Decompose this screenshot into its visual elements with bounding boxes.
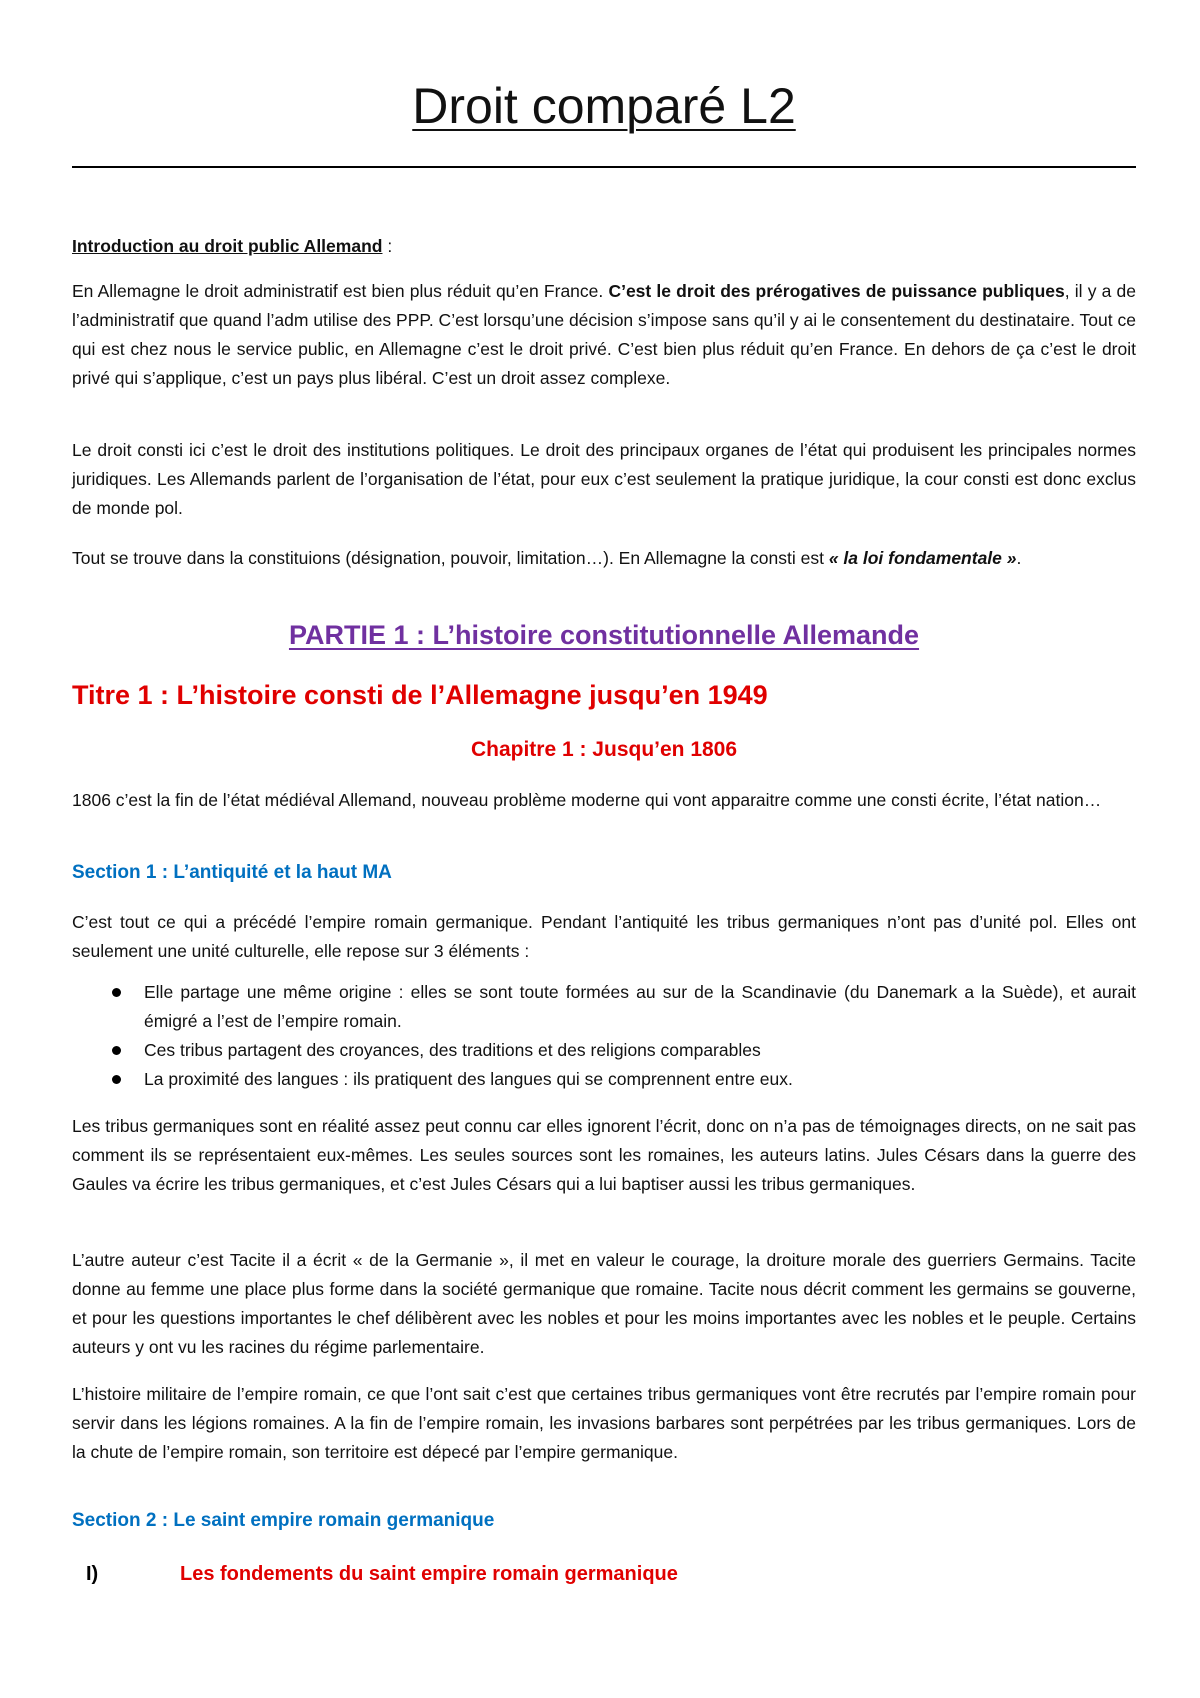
section-1-paragraph-4: L’histoire militaire de l’empire romain, ce que l’ont sait c’est que certaines tribus germaniques vont être recrutés par l’empire romain pour servir dans les légions romaines. A la fin de l’empire romain, les invasions barbares sont perpétrées par les tribus germaniques. Lors de la chute de l’empire romain, son territoire est dépecé par l’empire germanique. [72,1384,1136,1462]
subsection-number: I) [86,1563,99,1585]
chapitre-heading: Chapitre 1 : Jusqu’en 1806 [470,738,738,761]
section-2-heading: Section 2 : Le saint empire romain germanique [72,1510,495,1531]
intro-heading-suffix: : [382,236,393,256]
intro-p1-bold: C’est le droit des prérogatives de puissance publiques [608,281,1065,301]
subsection-title: Les fondements du saint empire romain germanique [180,1563,678,1585]
bullet-dot-icon [112,1075,121,1084]
section-1-heading: Section 1 : L’antiquité et la haut MA [72,862,392,883]
section-1-bullet-list [72,978,1136,1094]
bullet-text: Ces tribus partagent des croyances, des traditions et des religions comparables [144,1040,761,1060]
list-item [72,978,1136,1036]
intro-p3-text-a: Tout se trouve dans la constituions (désignation, pouvoir, limitation…). En Allemagne la consti est [72,548,829,568]
intro-paragraph-1 [72,277,1136,393]
intro-paragraph-2: Le droit consti ici c’est le droit des institutions politiques. Le droit des principaux organes de l’état qui produisent les principales normes juridiques. Les Allemands parlent de l’organisation de l’état, pour eux c’est seulement la pratique juridique, la cour consti est donc exclus de monde pol. [72,440,1136,518]
list-item [72,1036,1136,1065]
intro-p1-text-c: , il y a de l’administratif que quand l’adm utilise des PPP. C’est lorsqu’une décision s’impose sans qu’il y ai le consentement du destinataire. Tout ce qui est chez nous le service public, en Allemagne c’est le droit privé. C’est bien plus réduit qu’en France. En dehors de ça c’est le droit privé qui s’applique, c’est un pays plus libéral. C’est un droit assez complexe. [72,281,1136,388]
intro-paragraph-3 [72,544,1136,573]
section-1-paragraph-2: Les tribus germaniques sont en réalité assez peut connu car elles ignorent l’écrit, donc on n’a pas de témoignages directs, on ne sait pas comment ils se représentaient eux-mêmes. Les seules sources sont les romaines, les auteurs latins. Jules Césars dans la guerre des Gaules va écrire les tribus germaniques, et c’est Jules Césars qui a lui baptiser aussi les tribus germaniques. [72,1116,1136,1194]
partie-heading: PARTIE 1 : L’histoire constitutionnelle Allemande [288,620,920,650]
bullet-dot-icon [112,988,121,997]
bullet-text: La proximité des langues : ils pratiquent des langues qui se comprennent entre eux. [144,1069,793,1089]
chapitre-paragraph: 1806 c’est la fin de l’état médiéval Allemand, nouveau problème moderne qui vont apparaitre comme une consti écrite, l’état nation… [72,790,1102,810]
document-title: Droit comparé L2 [412,78,796,134]
intro-heading: Introduction au droit public Allemand [72,236,383,256]
bullet-dot-icon [112,1046,121,1055]
title-underline-rule [72,166,1136,168]
intro-heading-line [72,232,1136,261]
section-1-paragraph-3: L’autre auteur c’est Tacite il a écrit « de la Germanie », il met en valeur le courage, la droiture morale des guerriers Germains. Tacite donne au femme une place plus forme dans la société germanique que romaine. Tacite nous décrit comment les germains se gouverne, et pour les questions importantes le chef délibèrent avec les nobles et pour les moins importantes avec les nobles et le peuple. Certains auteurs y ont vu les racines du régime parlementaire. [72,1250,1136,1357]
bullet-text: Elle partage une même origine : elles se sont toute formées au sur de la Scandinavie (du Danemark a la Suède), et aurait émigré a l’est de l’empire romain. [144,982,1136,1031]
titre-heading: Titre 1 : L’histoire consti de l’Allemagne jusqu’en 1949 [72,680,768,710]
list-item [72,1065,1136,1094]
section-1-paragraph-1: C’est tout ce qui a précédé l’empire romain germanique. Pendant l’antiquité les tribus germaniques n’ont pas d’unité pol. Elles ont seulement une unité culturelle, elle repose sur 3 éléments : [72,912,1136,961]
intro-p3-text-c: . [1016,548,1022,568]
intro-p3-quote: « la loi fondamentale » [828,548,1017,568]
intro-p1-text-a: En Allemagne le droit administratif est bien plus réduit qu’en France. [72,281,609,301]
